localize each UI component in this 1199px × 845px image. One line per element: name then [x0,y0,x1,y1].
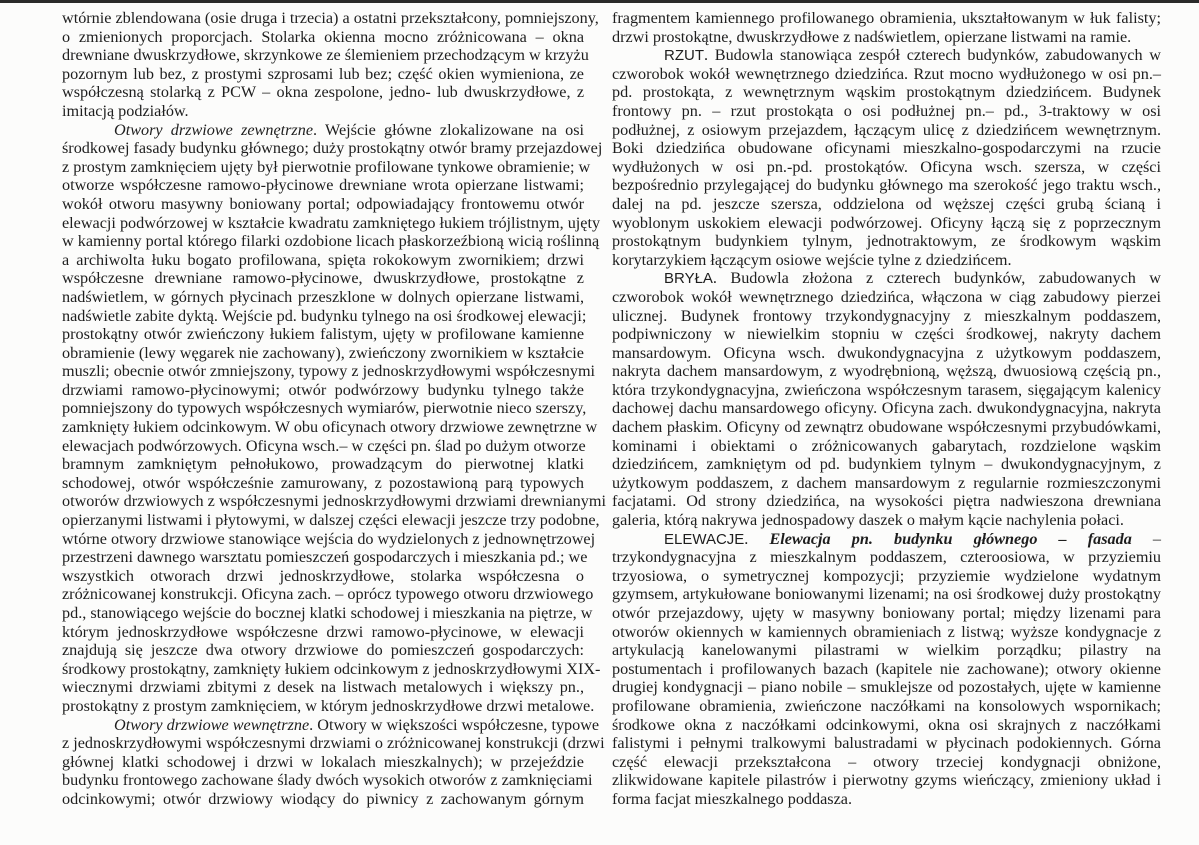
text-line [612,139,1161,158]
text-run: facjatami. Od strony dziedzińca, na wysokości piętra nadwieszona drewniana [612,492,1161,511]
text-line [612,362,1161,381]
text-line [612,660,1161,679]
text-run: . Budowla złożona z czterech budynków, zabudowanych w [712,269,1161,288]
text-line [62,195,584,214]
text-line [612,678,1161,697]
text-run: . Otwory w większości współczesne, typowe [309,715,600,734]
text-run: pd. prostokąta, z wewnętrznym wąskim prostokątnym dziedzińcem. Budynek [612,83,1161,102]
text-run: otworów okiennych w kamiennych obramieniach z listwą; wyższe kondygnacje z [612,622,1161,641]
text-run: podłużnej, z osiowym przejazdem, łączącym ulicę z dziedzińcem wewnętrznym. [612,120,1161,139]
text-run: otwór przejazdowy, ujęty w masywny boniowany portal; między lizenami para [612,604,1161,622]
text-line [62,362,596,381]
text-line [62,455,584,474]
text-line [612,492,1161,511]
text-line [612,567,1161,586]
text-run: wydłużonych w osi pn.-pd. prostokątów. Oficyna wsch. szersza, w części [612,157,1161,176]
text-run: fragmentem kamiennego profilowanego obramienia, ukształtowanym w łuk falisty; [612,9,1161,27]
text-line [612,307,1161,326]
text-line [612,623,1161,642]
text-run: dachem płaskim. Oficyny od zewnątrz obudowane współczesnymi przybudówkami, [612,418,1161,437]
text-line [612,641,1161,660]
text-line [62,474,584,493]
text-run: dziedzińcem, zamkniętym od pd. budynkiem tylnym – dwukondygnacyjnym, z [612,455,1161,474]
emphasis-run: Otwory drzwiowe zewnętrzne [114,120,314,139]
text-run: muszli; obecnie otwór zmniejszony, typowy z jednoskrzydłowymi współczesnymi [62,362,596,381]
text-run: wtórne otwory drzwiowe stanowiące wejścia do wydzielonych z jednownętrzowej [62,529,596,548]
text-run: a archiwolta łuku bogato profilowana, spięta rokokowym zwornikiem; drzwi [62,250,584,269]
section-heading: ELEWACJE [664,530,745,548]
text-run: drzwi prostokątne, dwuskrzydłowe z nadświetlem, opierzane listwami na ramie. [612,27,1132,46]
text-line [612,753,1161,772]
emphasis-run: Elewacja pn. budynku głównego – fasada [769,529,1132,548]
text-run: środkowe okna z naczółkami odcinkowymi, okna osi skrajnych z naczółkami [612,715,1161,734]
text-run: forma facjat mieszkalnego poddasza. [612,789,853,808]
text-run: . Wejście główne zlokalizowane na osi [313,120,585,139]
text-run: pomniejszony do typowych współczesnych wymiarów, pierwotnie nieco szerszy, [62,399,587,418]
text-run: przestrzeni dawnego warsztatu pomieszczeń gospodarczych i mieszkania pd.; we [62,548,588,567]
text-run: – [1131,529,1162,548]
text-run: elewacjach podwórzowych. Oficyna wsch.– w części pn. ślad po dużym otworze [62,436,586,455]
text-run: bramnym zamkniętym pełnołukowo, prowadzącym do pierwotnej klatki [62,455,584,474]
text-line [62,232,600,251]
text-run: zamknięty łukiem odcinkowym. W obu oficynach otwory drzwiowe zewnętrzne w [62,418,598,437]
text-line [62,176,584,195]
text-line [62,288,584,307]
text-line [62,28,584,47]
text-line [62,623,584,642]
text-run: użytkowym poddaszem, z dachem mansardowym z regularnie rozmieszczonymi [612,473,1161,492]
text-line [612,771,1161,790]
text-line [612,269,1161,288]
right-text-column [612,9,1161,809]
text-line [612,474,1161,493]
text-line [62,567,584,586]
text-run: elewacji podwórzowej w kształcie kwadratu zamkniętego łukiem trójlistnym, ujęty [62,213,601,232]
text-line [62,418,598,437]
text-line [612,604,1161,623]
text-run: zlikwidowane kapitele pilastrów i pierwotny gzyms wieńczący, zmieniony układ i [612,771,1161,790]
text-run: gzymsem, artykułowane boniowanymi lizenami; na osi środkowej duży prostokątny [612,585,1161,604]
text-line [612,28,1161,47]
text-line [612,9,1161,28]
text-line [62,399,587,418]
text-run: zróżnicowanej konstrukcji. Oficyna zach. – oprócz typowego otworu drzwiowego [62,585,594,604]
text-line [62,659,601,679]
text-line [612,734,1161,753]
text-line [612,716,1161,735]
text-line [62,381,584,400]
text-run: Boki dziedzińca obudowane oficynami mieszkalno-gospodarczymi na rzucie [612,139,1161,158]
left-text-column [62,9,606,809]
text-line [612,511,1161,530]
text-run: otworów drzwiowych z współczesnymi jednoskrzydłowymi drzwiami drewnianymi [62,492,606,511]
text-line [62,753,584,772]
text-line [62,46,589,65]
text-run: środkowej fasady budynku głównego; duży prostokątny otwór bramy przejazdowej [62,139,603,158]
text-run: korytarzykiem łączącym osiowe wejście tylne z dziedzińcem. [612,250,1012,269]
text-run: głównej klatki schodowej i drzwi w lokalach mieszkalnych); w przejeździe [62,752,584,771]
text-run: drewniane dwuskrzydłowe, skrzynkowe ze ślemieniem przechodzącym w krzyżu [62,46,589,65]
text-line [62,529,596,549]
text-line [62,83,584,102]
scan-top-edge [0,0,1199,3]
text-run: falistymi i pełnymi tralkowymi balustradami w płycinach podokiennych. Górna [612,734,1161,753]
text-line [62,437,584,456]
text-run: obramienie (lewy węgarek nie zachowany), zwieńczony zwornikiem w kształcie [62,343,584,362]
text-line [612,697,1161,716]
text-run: prostokątny otwór zwieńczony łukiem falistym, ujęty w profilowane kamienne [62,325,584,344]
text-run: wiecznymi drzwiami zbitymi z desek na listwach metalowych i większy pn., [62,678,584,697]
text-run: dachowej dachu mansardowego oficyny. Oficyna zach. dwukondygnacyjna, nakryta [612,399,1161,418]
text-run: w kamienny portal którego filarki ozdobione licach płaskorzeźbioną wicią roślinną [62,232,600,251]
text-line [62,121,584,140]
text-run: nadświetle zabite dyktą. Wejście pd. budynku tylnego na osi środkowej elewacji; [62,306,587,325]
text-run: prostokątnym budynkiem tylnym, jednotraktowym, ze środkowym wąskim [612,232,1161,251]
text-run: artykulacją kanelowanymi pilastrami w wielkim porządku; pilastry na [612,641,1161,660]
section-heading: RZUT [664,47,704,65]
text-line [62,641,584,660]
text-run: frontowy pn. – rzut prostokąta o osi podłużnej pn.– pd., 3-traktowy w osi [612,101,1161,120]
text-run: nadświetlem, w górnych płycinach przeszklone w dolnych opierzane listwami, [62,287,584,306]
text-line [62,696,595,716]
text-line [612,232,1161,251]
text-run: którym jednoskrzydłowe współczesne drzwi ramowo-płycinowe, w elewacji [62,622,584,641]
text-line [612,585,1161,604]
text-line [62,585,594,604]
text-line [612,437,1161,456]
text-line [62,771,593,790]
text-line [612,46,1161,65]
text-line [612,418,1161,437]
text-run: profilowane obramienia, zwieńczone naczółkami na konsolowych wspornikach; [612,696,1161,715]
text-run: pozornym lub bez, z prostymi szprosami lub bez; część okien wymieniona, ze [62,64,584,83]
emphasis-run: Otwory drzwiowe wewnętrzne [114,715,310,734]
text-line [612,288,1161,307]
text-line [612,214,1161,233]
text-run: schodowej, otwór współcześnie zamurowany, z pozostawioną parą typowych [62,473,584,492]
text-run: imitacją podziałów. [62,101,189,120]
text-run: mansardowym. Oficyna wsch. dwukondygnacyjna z użytkowym poddaszem, [612,343,1161,362]
text-run: wyoblonym uskokiem elewacji podwórzowej. Oficyny łączą się z poprzecznym [612,213,1161,232]
text-line [62,139,603,158]
text-line [62,678,584,697]
text-line [62,269,584,288]
text-line [62,511,600,530]
section-heading: BRYŁA [664,270,713,288]
text-run: o zmienionych proporcjach. Stolarka okienna mocno zróżnicowana – okna [62,27,584,46]
text-line [612,399,1161,418]
text-run: z jednoskrzydłowymi współczesnymi drzwiami o zróżnicowanej konstrukcji (drzwi [62,734,605,753]
text-line [612,325,1161,344]
text-run: otworze współczesne ramowo-płycinowe drewniane wrota opierzane listwami; [62,176,584,195]
text-run: nakryta dachem mansardowym, z wyodrębnioną, węższą, dwuosiową częścią pn., [612,362,1161,381]
text-line [62,790,584,809]
text-line [612,102,1161,121]
text-run: drzwiami ramowo-płycinowymi; otwór podwórzowy budynku tylnego także [62,380,584,399]
text-line [612,121,1161,140]
text-run: trzyosiowa, o symetrycznej kompozycji; przyziemie wydzielone wydatnym [612,566,1161,585]
text-line [62,102,584,121]
text-line [62,548,588,567]
text-run: z prostym zamknięciem ujęty był pierwotnie profilowane tynkowe obramienie; w [62,157,591,176]
text-line [62,306,587,326]
text-run: . Budowla stanowiąca zespół czterech budynków, zabudowanych w [704,46,1161,65]
text-run: część elewacji przekształcona – otwory trzeciej kondygnacji obniżone, [612,752,1161,771]
text-line [62,715,600,735]
text-run: opierzanymi listwami i płytowymi, w dalszej części elewacji jeszcze trzy podobne, [62,511,600,530]
text-run: dalej na pd. jeszcze szersza, oddzielona od węższej części grubą ścianą i [612,194,1161,213]
text-run: środkowy prostokątny, zamknięty łukiem odcinkowym z jednoskrzydłowymi XIX- [62,659,601,678]
text-line [62,251,584,270]
text-line [612,381,1161,400]
text-run: kominami i obiektami o zróżnicowanych gabarytach, rozdzielone wąskim [612,436,1161,455]
text-line [612,176,1161,195]
text-run: współczesne drewniane ramowo-płycinowe, dwuskrzydłowe, prostokątne z [62,269,584,288]
text-line [62,492,606,511]
text-run: bezpośrednio przylegającej do budynku głównego ma szerokość jego traktu wsch., [612,176,1161,195]
text-run: trzykondygnacyjna z mieszkalnym poddaszem, czteroosiowa, w przyziemiu [612,548,1161,567]
text-line [612,65,1161,84]
text-run: współczesną stolarką z PCW – okna zespolone, jedno- lub dwuskrzydłowe, z [62,83,584,102]
text-run: odcinkowymi; otwór drzwiowy wiodący do piwnicy z zachowanym górnym [62,789,584,808]
text-run: drugiej kondygnacji – piano nobile – smuklejsze od pozostałych, ujęte w kamienne [612,678,1161,697]
text-line [612,455,1161,474]
text-line [62,325,584,344]
text-run: podpiwniczony w niewielkim stopniu w części środkowej, nakryty dachem [612,325,1161,344]
text-line [612,83,1161,102]
text-run: postumentach i profilowanych bazach (kapitele nie zachowane); otwory okienne [612,659,1161,678]
text-run: wtórnie zblendowana (osie druga i trzecia) a ostatni przekształcony, pomniejszony, [62,9,599,27]
text-line [62,65,584,84]
text-line [612,158,1161,177]
text-line [62,157,591,177]
text-run: wszystkich otworach drzwi jednoskrzydłowe, stolarka współczesna o [62,566,584,585]
text-run: znajdują się jeszcze dwa otwory drzwiowe do pomieszczeń gospodarczych: [62,641,584,660]
text-line [612,344,1161,363]
text-run: pd., stanowiącego wejście do bocznej klatki schodowej i mieszkania na piętrze, w [62,604,593,622]
text-run: budynku frontowego zachowane ślady dwóch wysokich otworów z zamknięciami [62,771,593,790]
text-line [62,734,605,753]
text-line [62,604,593,623]
text-run: prostokątny z prostym zamknięciem, w którym jednoskrzydłowe drzwi metalowe. [62,696,595,715]
text-line [612,195,1161,214]
text-line [612,790,1161,809]
text-run: czworobok wokół wewnętrznego dziedzińca, włączona w ciąg zabudowy pierzei [612,287,1161,306]
text-run: ulicznej. Budynek frontowy trzykondygnacyjny z mieszkalnym poddaszem, [612,306,1161,325]
text-line [62,213,601,233]
text-run: czworobok wokół wewnętrznego dziedzińca. Rzut mocno wydłużonego w osi pn.– [612,64,1161,83]
text-line [612,530,1161,549]
text-run: . [744,529,770,548]
text-line [62,344,584,363]
text-line [612,548,1161,567]
text-run: która trzykondygnacyjna, zwieńczona współczesnym tarasem, sięgającym kalenicy [612,380,1161,399]
text-run: wokół otworu masywny boniowany portal; odpowiadający frontowemu otwór [62,194,584,213]
text-line [612,251,1161,270]
text-run: galeria, którą nakrywa jednospadowy daszek o małym kącie nachylenia połaci. [612,511,1124,530]
text-line [62,9,599,28]
